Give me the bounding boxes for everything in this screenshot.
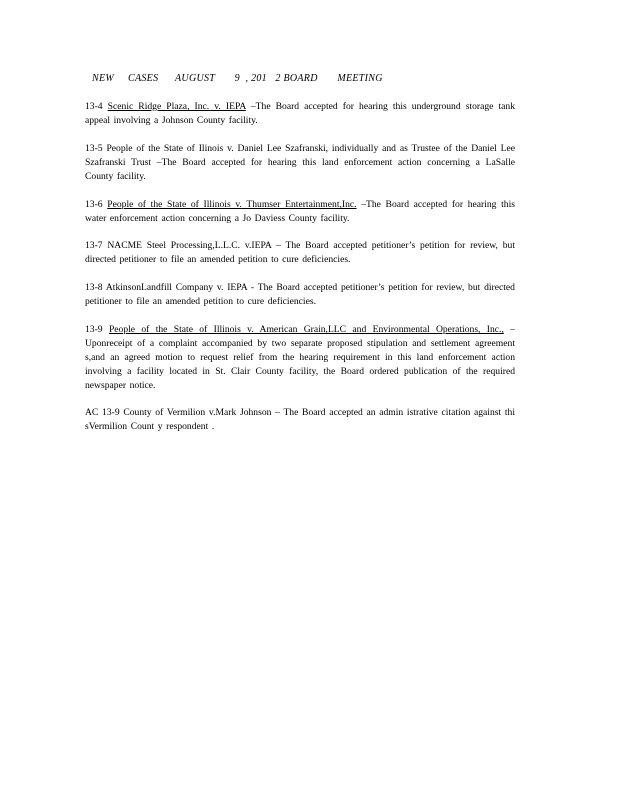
case-number: 13-6	[85, 199, 103, 210]
case-entry	[85, 100, 515, 128]
case-number: 13-4	[85, 101, 103, 112]
case-text: County of Vermilion v.Mark Johnson – The Board accepted an admin istrative citation against thi sVermilion Count y respondent .	[85, 407, 516, 432]
case-number: 13-5	[85, 143, 103, 154]
case-entry	[85, 281, 515, 309]
case-number: 13-9	[85, 324, 103, 335]
case-number: AC 13-9	[85, 407, 120, 418]
case-text: NACME Steel Processing,L.L.C. v.IEPA – The Board accepted petitioner’s petition for review, but directed petitioner to file an amended petition to cure deficiencies.	[85, 240, 515, 265]
case-entry	[85, 198, 515, 226]
case-text: People of the State of Ilinois v. Daniel Lee Szafranski, individually and as Trustee of the Daniel Lee Szafranski Trust –The Board accepted for hearing this land enforcement action concerning a LaSalle County facility.	[85, 143, 515, 182]
case-text: AtkinsonLandfill Company v. IEPA - The Board accepted petitioner’s petition for review, but directed petitioner to file an amended petition to cure deficiencies.	[85, 282, 515, 307]
case-title: Scenic Ridge Plaza, Inc. v. IEPA	[107, 101, 246, 112]
case-title: People of the State of Illinois v. American Grain,LLC and Environmental Operations, Inc.,	[108, 324, 504, 335]
case-entry	[85, 323, 515, 393]
case-text: –The Board accepted for hearing this water enforcement action concerning a Jo Daviess County facility.	[85, 199, 515, 224]
case-entry	[85, 142, 515, 184]
case-text: –Uponreceipt of a complaint accompanied by two separate proposed stipulation and settlement agreement s,and an agreed motion to request relief from the hearing requirement in this land enforcement action involving a facility located in St. Clair County facility, the Board ordered publication of the required newspaper notice.	[85, 324, 515, 391]
case-number: 13-8	[85, 282, 103, 293]
page-heading: NEW CASES AUGUST 9 , 201 2 BOARD MEETING	[92, 73, 383, 84]
case-number: 13-7	[85, 240, 103, 251]
case-text: –The Board accepted for hearing this underground storage tank appeal involving a Johnson County facility.	[85, 101, 515, 126]
case-entry	[85, 239, 515, 267]
case-title: People of the State of Illinois v. Thumser Entertainment,Inc.	[107, 199, 357, 210]
case-entry	[85, 406, 515, 434]
